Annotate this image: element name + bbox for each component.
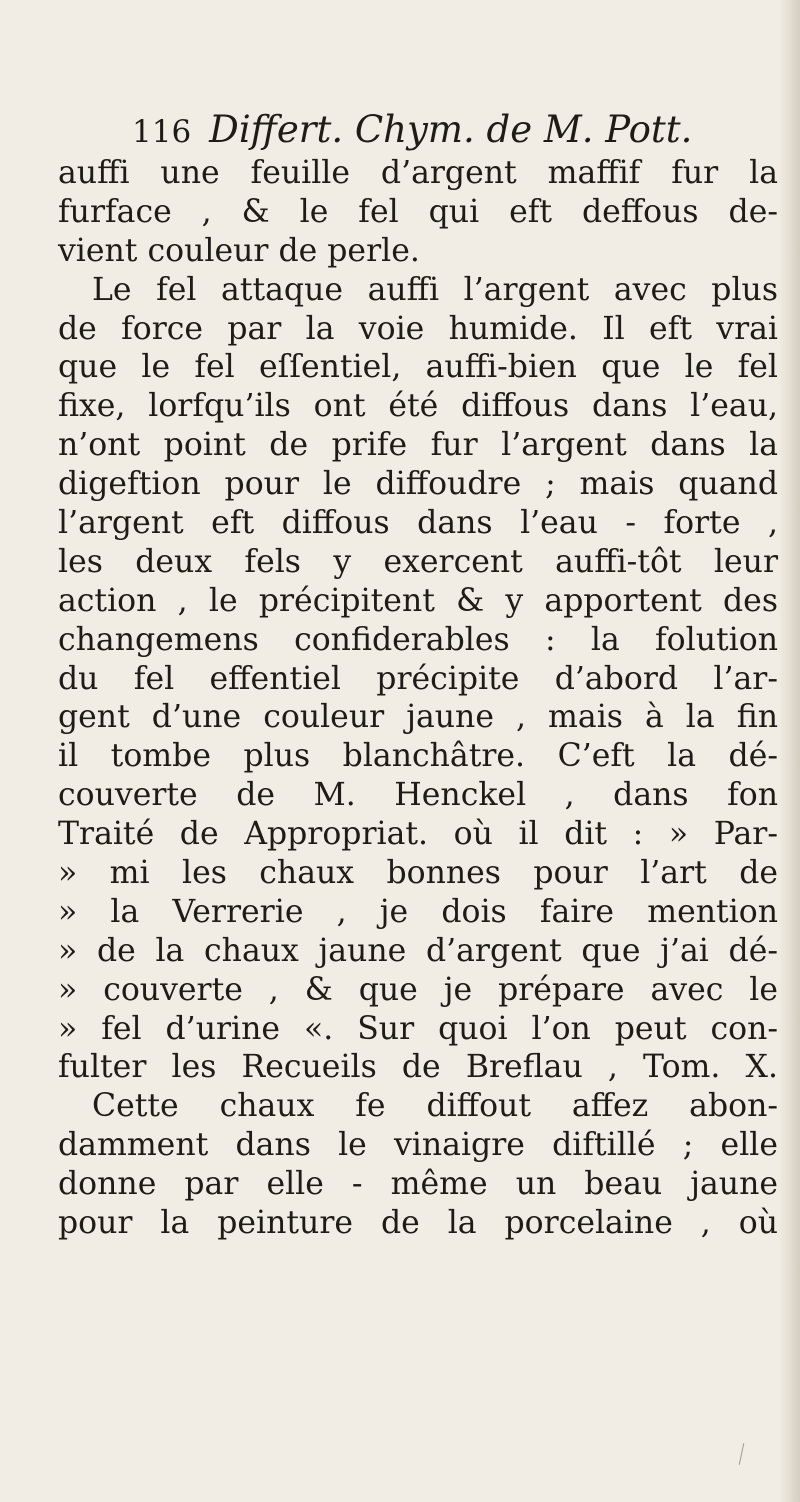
text-line: furface , & le fel qui eft deffous de- [58, 193, 778, 230]
text-line: damment dans le vinaigre diftillé ; elle [58, 1127, 778, 1164]
text-line: » fel d’urine «. Sur quoi l’on peut con- [58, 1010, 778, 1047]
text-line: l’argent eft diffous dans l’eau - forte , [58, 505, 778, 542]
page-number: 116 [132, 114, 192, 150]
text-line: digeftion pour le diffoudre ; mais quand [58, 466, 778, 503]
text-line: fulter les Recueils de Breflau , Tom. X. [58, 1049, 778, 1086]
text-line: donne par elle - même un beau jaune [58, 1166, 778, 1203]
text-line: Traité de Appropriat. où il dit : » Par- [58, 816, 778, 853]
text-line: couverte de M. Henckel , dans fon [58, 777, 778, 814]
text-line: auffi une feuille d’argent maffif fur la [58, 155, 778, 191]
page-edge-shadow [778, 0, 800, 1502]
text-line: pour la peinture de la porcelaine , où [58, 1205, 778, 1242]
text-line: n’ont point de prife fur l’argent dans la [58, 427, 778, 464]
text-line: changemens confiderables : la folution [58, 621, 778, 658]
text-line: » de la chaux jaune d’argent que j’ai dé- [58, 932, 778, 969]
text-line: Cette chaux fe diffout affez abon- [92, 1088, 778, 1125]
text-line: » la Verrerie , je dois faire mention [58, 893, 778, 930]
text-line: vient couleur de perle. [58, 232, 420, 269]
text-line: gent d’une couleur jaune , mais à la fin [58, 699, 778, 736]
text-line: fixe, lorfqu’ils ont été diffous dans l’eau, [58, 388, 778, 425]
text-line: Le fel attaque auffi l’argent avec plus [92, 271, 778, 308]
text-block [58, 108, 778, 1243]
text-line: » couverte , & que je prépare avec le [58, 971, 778, 1008]
ink-mark [739, 1443, 745, 1465]
running-head-title: Differt. Chym. de M. Pott. [209, 108, 693, 151]
text-line: de force par la voie humide. Il eft vrai [58, 310, 778, 347]
body-text [58, 154, 778, 1243]
text-line: action , le précipitent & y apportent des [58, 582, 778, 619]
text-line: que le fel eſſentiel, auffi-bien que le fel [58, 349, 778, 386]
text-line: les deux fels y exercent auffi-tôt leur [58, 543, 778, 580]
text-line: » mi les chaux bonnes pour l’art de [58, 855, 778, 892]
text-line: du fel effentiel précipite d’abord l’ar- [58, 660, 778, 697]
running-head [132, 108, 778, 152]
text-line: il tombe plus blanchâtre. C’eft la dé- [58, 738, 778, 775]
